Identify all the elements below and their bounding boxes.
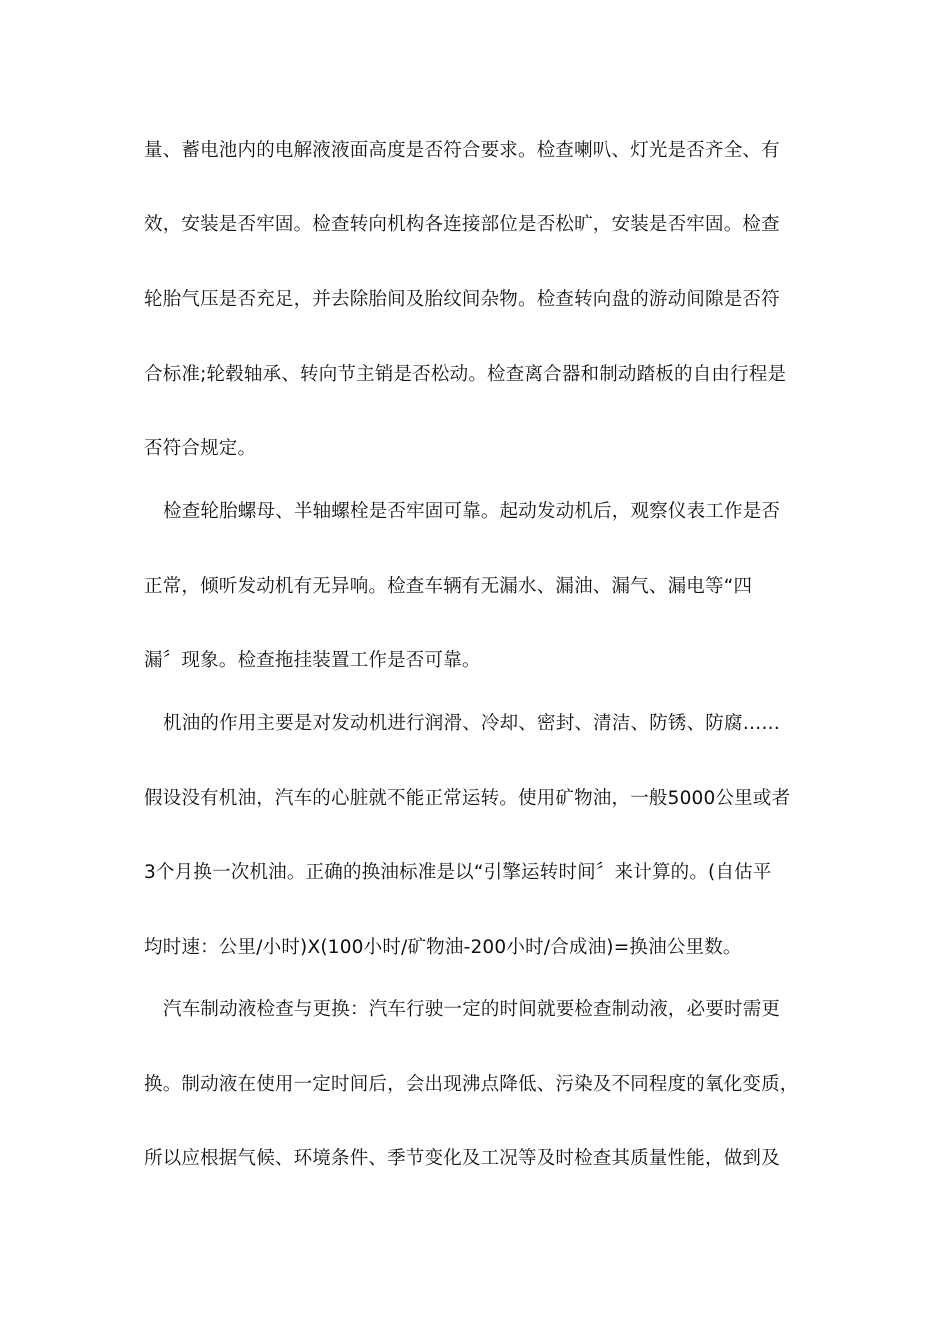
text-line: 3个月换一次机油。正确的换油标准是以“引擎运转时间〞来计算的。(自估平 [144, 862, 772, 883]
text-line: 量、蓄电池内的电解液液面高度是否符合要求。检查喇叭、灯光是否齐全、有 [144, 140, 780, 161]
text-line: 合标准;轮毂轴承、转向节主销是否松动。检查离合器和制动踏板的自由行程是 [144, 364, 787, 385]
paragraph-first-line: 检查轮胎螺母、半轴螺栓是否牢固可靠。起动发动机后，观察仪表工作是否 [163, 501, 781, 522]
text-line: 假设没有机油，汽车的心脏就不能正常运转。使用矿物油，一般5000公里或者 [144, 788, 791, 809]
text-line: 换。制动液在使用一定时间后，会出现沸点降低、污染及不同程度的氧化变质， [144, 1074, 799, 1095]
text-line: 漏〞现象。检查拖挂装置工作是否可靠。 [144, 650, 481, 671]
text-line: 轮胎气压是否充足，并去除胎间及胎纹间杂物。检查转向盘的游动间隙是否符 [144, 289, 780, 310]
text-line: 均时速：公里/小时)X(100小时/矿物油-200小时/合成油)=换油公里数。 [144, 937, 742, 958]
text-line: 所以应根据气候、环境条件、季节变化及工况等及时检查其质量性能，做到及 [144, 1148, 780, 1169]
text-line: 效，安装是否牢固。检查转向机构各连接部位是否松旷，安装是否牢固。检查 [144, 214, 780, 235]
text-line: 正常，倾听发动机有无异响。检查车辆有无漏水、漏油、漏气、漏电等“四 [144, 576, 753, 597]
paragraph-first-line: 机油的作用主要是对发动机进行润滑、冷却、密封、清洁、防锈、防腐…… [163, 713, 781, 734]
text-line: 否符合规定。 [144, 438, 257, 459]
paragraph-first-line: 汽车制动液检查与更换：汽车行驶一定的时间就要检查制动液，必要时需更 [163, 999, 781, 1020]
